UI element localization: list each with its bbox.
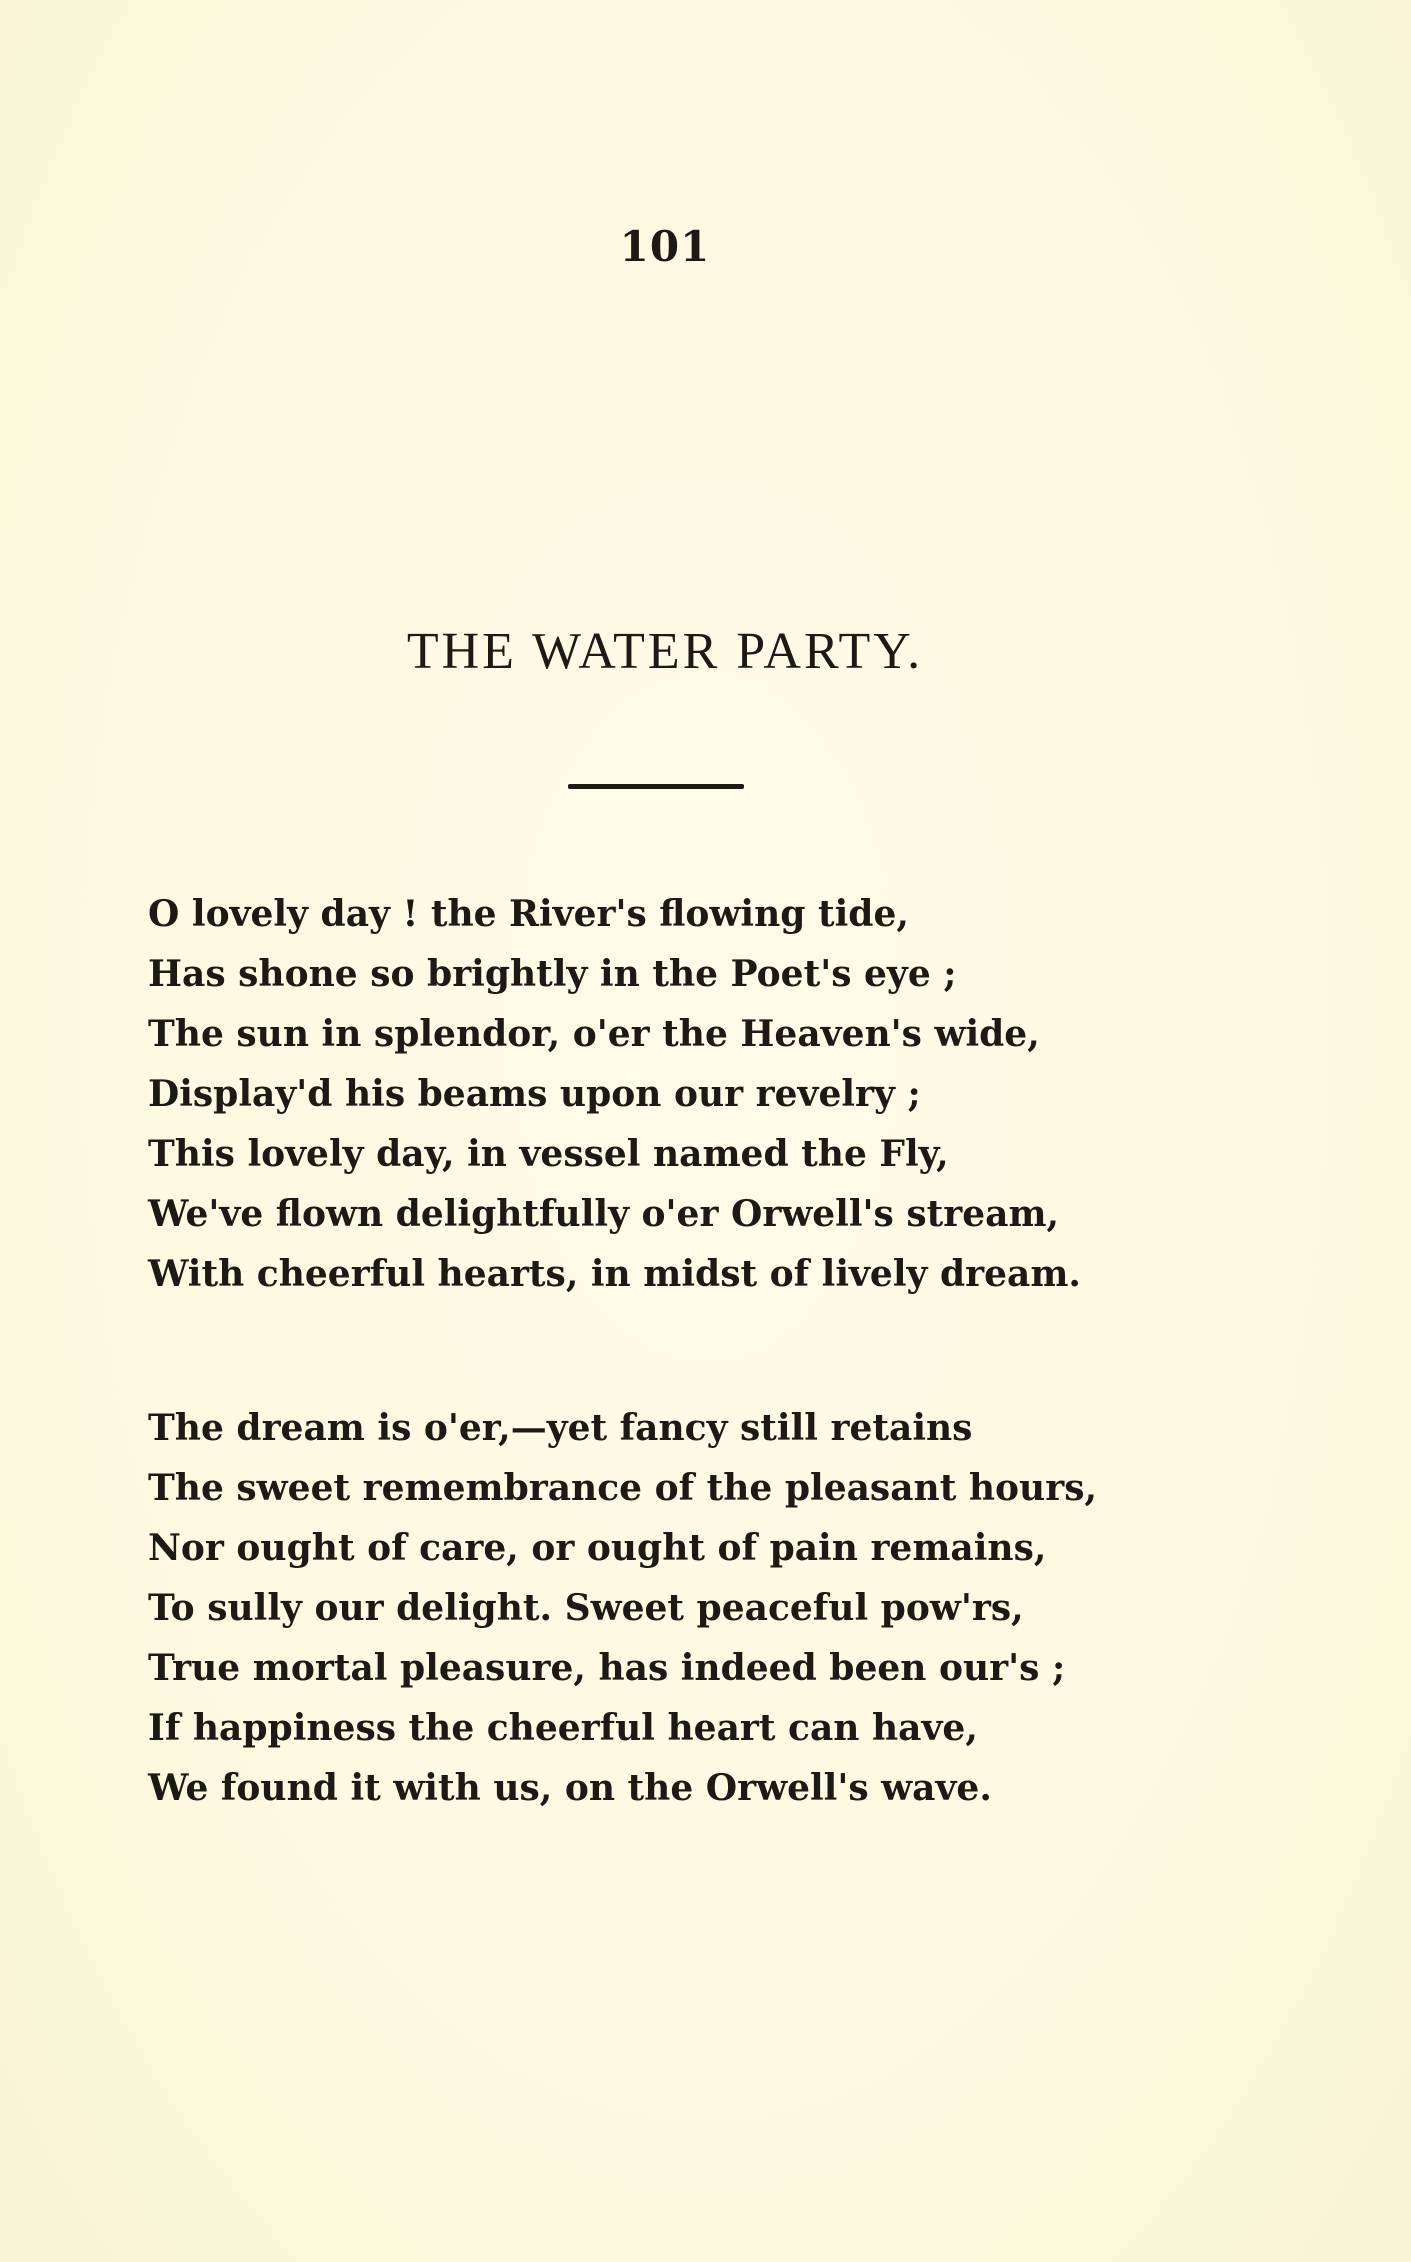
poem-line: Has shone so brightly in the Poet's eye ; (148, 953, 957, 995)
poem-line: We've flown delightfully o'er Orwell's stream, (148, 1193, 1060, 1235)
page-number: 101 (619, 222, 711, 271)
poem-title: THE WATER PARTY. (406, 623, 924, 680)
poem-line: If happiness the cheerful heart can have, (148, 1707, 978, 1749)
poem-line: We found it with us, on the Orwell's wave. (148, 1767, 992, 1809)
stanza-2 (148, 1398, 1298, 1818)
stanza-1 (148, 884, 1298, 1304)
poem-line: The sun in splendor, o'er the Heaven's wide, (148, 1013, 1040, 1055)
poem-line: This lovely day, in vessel named the Fly, (148, 1133, 949, 1175)
poem-line: The sweet remembrance of the pleasant hours, (148, 1467, 1097, 1509)
poem-line: O lovely day ! the River's flowing tide, (148, 893, 909, 935)
poem-line: To sully our delight. Sweet peaceful pow'rs, (148, 1587, 1024, 1629)
poem-line: Display'd his beams upon our revelry ; (148, 1073, 921, 1115)
poem-line: True mortal pleasure, has indeed been our's ; (148, 1647, 1066, 1689)
poem-line: Nor ought of care, or ought of pain remains, (148, 1527, 1047, 1569)
title-rule (568, 784, 744, 789)
poem-line: The dream is o'er,—yet fancy still retains (148, 1407, 973, 1449)
poem-line: With cheerful hearts, in midst of lively dream. (148, 1253, 1081, 1295)
